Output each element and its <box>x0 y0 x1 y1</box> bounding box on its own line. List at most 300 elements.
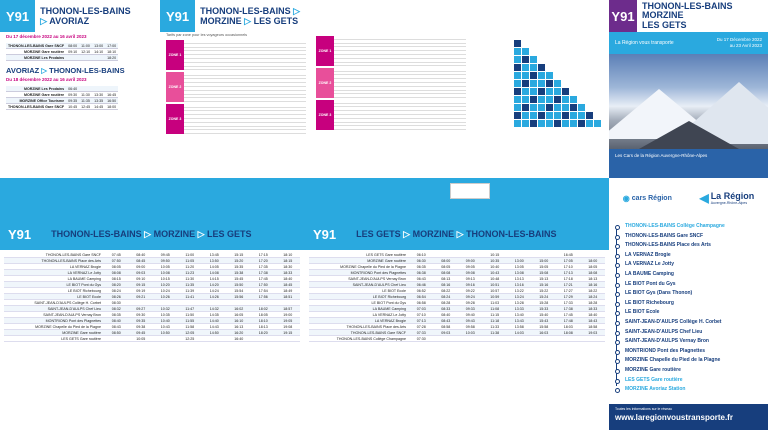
zone-label: ZONE 3 <box>316 100 334 130</box>
time-cell: 10:35 <box>153 312 178 318</box>
time-cell: 19:00 <box>276 312 301 318</box>
time-cell: 09:10 <box>129 276 154 282</box>
table-row <box>4 336 300 342</box>
time-cell: 12:45 <box>81 104 91 109</box>
time-cell: 08:00 <box>434 258 459 264</box>
time-cell: 09:00 <box>129 264 154 270</box>
zone-rows <box>334 36 466 66</box>
time-cell: 09:00 <box>458 258 483 264</box>
stop-name: LE BIOT Richebourg <box>309 294 409 300</box>
route-stop: LA VERNAZ Le Jotty <box>621 260 725 270</box>
matrix-cell <box>522 56 529 63</box>
time-cell: 14:10 <box>94 49 104 54</box>
time-cell: 15:35 <box>227 264 252 270</box>
matrix-cell <box>554 112 561 119</box>
zone-block <box>166 40 306 70</box>
time-cell: 09:58 <box>458 324 483 330</box>
time-cell: 17:18 <box>556 276 581 282</box>
time-cell <box>92 55 105 61</box>
time-cell: 10:57 <box>483 288 508 294</box>
time-cell: 11:00 <box>178 252 203 258</box>
inbound-table <box>309 252 605 342</box>
line-badge: Y91 <box>160 0 195 32</box>
time-cell: 08:43 <box>434 318 459 324</box>
arrow-icon: ▷ <box>293 6 301 16</box>
time-cell: 19:03 <box>581 330 606 336</box>
line-badge: Y91 <box>313 226 337 242</box>
time-cell: 08:50 <box>104 330 129 336</box>
zone-tariff-grid-2 <box>316 36 466 132</box>
time-cell: 14:40 <box>202 318 227 324</box>
matrix-cell <box>514 120 521 127</box>
time-cell: 13:28 <box>507 300 532 306</box>
time-cell: 08:30 <box>104 300 129 306</box>
table-row <box>309 336 605 342</box>
matrix-cell <box>562 112 569 119</box>
time-cell: 06:35 <box>409 264 434 270</box>
time-cell: 13:13 <box>507 276 532 282</box>
time-cell: 13:05 <box>507 264 532 270</box>
time-cell: 06:46 <box>409 282 434 288</box>
time-cell <box>434 336 459 342</box>
time-cell: 11:20 <box>178 264 203 270</box>
time-cell: 13:24 <box>507 294 532 300</box>
time-cell: 18:30 <box>276 264 301 270</box>
title-from: THONON-LES-BAINS <box>40 6 131 16</box>
time-cell: 18:02 <box>251 306 276 312</box>
time-cell: 14:45 <box>94 104 104 109</box>
inbound-header <box>305 218 609 250</box>
matrix-cell <box>530 80 537 87</box>
time-cell <box>581 336 606 342</box>
cover-panel <box>609 0 768 178</box>
matrix-cell <box>514 48 521 55</box>
time-cell: 09:45 <box>129 330 154 336</box>
time-cell: 06:40 <box>68 86 78 91</box>
time-cell: 16:05 <box>227 312 252 318</box>
tariff-row <box>334 94 466 98</box>
time-cell: 10:20 <box>153 282 178 288</box>
region-logo-icon: ◀ <box>699 191 709 205</box>
time-cell: 18:05 <box>251 312 276 318</box>
time-cell: 08:08 <box>104 270 129 276</box>
time-cell: 09:38 <box>129 324 154 330</box>
cover-header <box>609 0 768 32</box>
outbound-timetable <box>0 218 305 430</box>
time-cell: 18:58 <box>581 324 606 330</box>
time-cell <box>251 336 276 342</box>
time-cell: 11:38 <box>483 330 508 336</box>
time-cell: 17:45 <box>251 276 276 282</box>
time-cell: 10:45 <box>68 104 78 109</box>
time-cell <box>458 336 483 342</box>
time-cell: 08:28 <box>434 300 459 306</box>
time-cell: 18:20 <box>107 55 117 60</box>
matrix-cell <box>562 88 569 95</box>
time-cell: 14:05 <box>202 264 227 270</box>
time-cell: 08:08 <box>434 270 459 276</box>
time-cell: 18:33 <box>581 306 606 312</box>
time-cell: 17:00 <box>107 43 117 48</box>
time-cell: 17:20 <box>251 258 276 264</box>
time-cell: 18:40 <box>276 276 301 282</box>
time-cell: 18:08 <box>556 330 581 336</box>
time-cell: 16:50 <box>107 98 117 103</box>
matrix-cell <box>514 112 521 119</box>
time-cell: 15:00 <box>532 258 557 264</box>
time-cell: 11:23 <box>178 270 203 276</box>
time-cell: 15:50 <box>227 282 252 288</box>
time-cell: 08:22 <box>434 288 459 294</box>
matrix-cell <box>522 48 529 55</box>
time-cell: 10:15 <box>483 252 508 258</box>
matrix-cell <box>546 72 553 79</box>
outbound-table <box>4 252 300 342</box>
time-cell: 14:15 <box>202 276 227 282</box>
stop-name: MONTRIOND Pont des Plagnettes <box>309 270 409 276</box>
matrix-cell <box>514 72 521 79</box>
time-cell: 13:22 <box>507 288 532 294</box>
stop-name: MORZINE Office Tourisme <box>6 98 66 104</box>
time-cell: 07:28 <box>409 324 434 330</box>
route-stop-list <box>621 222 725 395</box>
schedule-table-2 <box>6 86 118 110</box>
schedule-table-1 <box>6 43 118 61</box>
time-cell: 09:45 <box>153 252 178 258</box>
time-cell: 16:40 <box>227 336 252 342</box>
stop-name: MORZINE Gare routière <box>6 92 66 98</box>
time-cell: 09:50 <box>153 258 178 264</box>
route-stop: LE BIOT Pont du Gys <box>621 280 725 290</box>
time-cell: 07:30 <box>409 336 434 342</box>
time-cell <box>483 336 508 342</box>
time-cell: 15:54 <box>227 288 252 294</box>
time-cell: 18:05 <box>581 264 606 270</box>
route-stop: LA VERNAZ Brogie <box>621 251 725 261</box>
time-cell: 16:20 <box>227 330 252 336</box>
cars-region-logo: ◉ cars Région <box>622 193 672 203</box>
line-badge: Y91 <box>609 0 637 32</box>
route-stop: SAINT-JEAN-D'AULPS Vernay Bron <box>621 337 725 347</box>
time-cell: 17:15 <box>251 252 276 258</box>
mountain-shape <box>639 121 739 149</box>
route-map <box>609 218 768 430</box>
stop-name: MORZINE Gare routière <box>309 258 409 264</box>
time-cell: 09:24 <box>458 294 483 300</box>
line-badge: Y91 <box>0 0 35 32</box>
time-cell: 10:40 <box>153 318 178 324</box>
time-cell: 09:43 <box>458 318 483 324</box>
zone-rows <box>184 72 306 102</box>
route-stop: LE BIOT Ecole <box>621 308 725 318</box>
time-cell: 18:28 <box>581 300 606 306</box>
route-stop: LES GETS Gare routière <box>621 376 725 386</box>
time-cell: 11:30 <box>178 276 203 282</box>
matrix-cell <box>530 72 537 79</box>
tariff-row <box>334 126 466 130</box>
arrow-icon: ▷ <box>456 228 464 239</box>
route-stop: MORZINE Chapelle du Pied de la Plagne <box>621 356 725 366</box>
time-cell: 11:47 <box>178 306 203 312</box>
time-cell: 13:43 <box>507 318 532 324</box>
time-cell: 09:35 <box>129 318 154 324</box>
time-cell: 15:05 <box>532 264 557 270</box>
matrix-cell <box>522 88 529 95</box>
info-badge <box>450 183 490 199</box>
stop-name: LA VERNAZ Le Jotty <box>4 270 104 276</box>
zone-label: ZONE 2 <box>166 72 184 102</box>
time-cell: 08:32 <box>104 306 129 312</box>
time-cell: 09:30 <box>68 92 78 97</box>
table-row <box>6 104 118 110</box>
time-cell: 15:24 <box>532 294 557 300</box>
time-cell: 17:38 <box>251 270 276 276</box>
time-cell: 11:39 <box>178 288 203 294</box>
time-cell: 14:24 <box>202 288 227 294</box>
time-cell: 15:45 <box>227 276 252 282</box>
matrix-cell <box>514 56 521 63</box>
time-cell: 08:24 <box>104 288 129 294</box>
time-cell <box>276 336 301 342</box>
time-cell: 15:56 <box>227 294 252 300</box>
time-cell: 11:03 <box>483 300 508 306</box>
matrix-cell <box>594 120 601 127</box>
time-cell: 10:05 <box>129 336 154 342</box>
zone-tariff-grid <box>166 40 306 134</box>
matrix-cell <box>546 80 553 87</box>
time-cell: 12:10 <box>81 49 91 54</box>
time-cell: 09:15 <box>129 282 154 288</box>
time-cell: 11:05 <box>178 258 203 264</box>
time-cell: 16:02 <box>227 306 252 312</box>
matrix-cell <box>530 56 537 63</box>
time-cell: 09:35 <box>68 98 78 103</box>
time-cell: 18:00 <box>107 104 117 109</box>
matrix-cell <box>562 120 569 127</box>
time-cell: 11:18 <box>483 318 508 324</box>
time-cell <box>66 55 79 61</box>
time-cell: 09:28 <box>458 300 483 306</box>
time-cell: 16:13 <box>227 324 252 330</box>
zone-rows <box>334 100 466 130</box>
time-cell <box>104 336 129 342</box>
route-stop: MORZINE Gare routière <box>621 366 725 376</box>
time-cell: 08:24 <box>434 294 459 300</box>
time-cell: 18:22 <box>581 288 606 294</box>
zone-label: ZONE 3 <box>166 104 184 134</box>
time-cell: 11:35 <box>178 282 203 288</box>
time-cell <box>202 336 227 342</box>
time-cell: 08:35 <box>104 312 129 318</box>
time-cell: 18:13 <box>581 276 606 282</box>
tariff-row <box>184 67 306 71</box>
time-cell: 18:13 <box>251 324 276 330</box>
time-cell: 11:00 <box>79 43 92 49</box>
time-cell: 06:43 <box>409 276 434 282</box>
matrix-cell <box>538 112 545 119</box>
inbound-timetable <box>305 218 609 430</box>
stop-name: LES GETS Gare routière <box>4 336 104 342</box>
time-cell: 17:13 <box>556 270 581 276</box>
time-cell <box>532 336 557 342</box>
route-stop: THONON-LES-BAINS Collège Champagne <box>621 222 725 232</box>
stop-name: LA BAUME Camping <box>4 276 104 282</box>
tariffs-title: THONON-LES-BAINS ▷ MORZINE ▷ LES GETS <box>200 6 301 26</box>
stop-name: SAINT-JEAN-D'AULPS Collège H. Corbet <box>4 300 104 306</box>
time-cell: 18:20 <box>251 330 276 336</box>
time-cell: 09:03 <box>434 330 459 336</box>
matrix-cell <box>538 120 545 127</box>
arrow-icon: ▷ <box>197 228 205 239</box>
logos-strip <box>609 178 768 218</box>
time-cell: 06:52 <box>409 288 434 294</box>
time-cell: 16:45 <box>107 92 117 97</box>
inbound-title: LES GETS ▷ MORZINE ▷ THONON-LES-BAINS <box>356 228 557 239</box>
time-cell: 08:58 <box>434 324 459 330</box>
matrix-cell <box>562 104 569 111</box>
matrix-cell <box>522 120 529 127</box>
time-cell: 15:58 <box>532 324 557 330</box>
time-cell: 08:16 <box>434 282 459 288</box>
time-cell: 18:49 <box>276 288 301 294</box>
arrow-icon: ▷ <box>41 66 48 75</box>
time-cell: 11:55 <box>178 318 203 324</box>
time-cell: 06:30 <box>409 258 434 264</box>
time-cell <box>507 336 532 342</box>
time-cell: 08:20 <box>104 282 129 288</box>
zone-matrix <box>474 36 606 176</box>
time-cell: 17:35 <box>251 264 276 270</box>
stop-name: THONON-LES-BAINS Gare SNCF <box>4 252 104 258</box>
time-cell: 15:43 <box>532 318 557 324</box>
time-cell: 07:10 <box>409 312 434 318</box>
time-cell: 10:43 <box>483 270 508 276</box>
stop-name: LA VERNAZ Brogie <box>4 264 104 270</box>
matrix-cell <box>522 64 529 71</box>
time-cell: 09:22 <box>458 288 483 294</box>
time-cell: 19:15 <box>276 330 301 336</box>
matrix-cell <box>522 72 529 79</box>
time-cell: 10:08 <box>153 270 178 276</box>
time-cell: 08:40 <box>104 318 129 324</box>
time-cell: 18:33 <box>276 270 301 276</box>
time-cell: 19:05 <box>276 318 301 324</box>
tariff-row <box>334 63 466 67</box>
info-band <box>0 178 609 218</box>
time-cell: 10:26 <box>153 294 178 300</box>
route-stop: THONON-LES-BAINS Place des Arts <box>621 241 725 251</box>
time-cell: 10:35 <box>483 258 508 264</box>
outbound-title: THONON-LES-BAINS ▷ MORZINE ▷ LES GETS <box>51 228 252 239</box>
matrix-cell <box>546 96 553 103</box>
stop-name: MORZINE Gare routière <box>6 49 66 55</box>
time-cell: 10:50 <box>153 330 178 336</box>
time-cell: 17:05 <box>556 258 581 264</box>
time-cell: 14:26 <box>202 294 227 300</box>
time-cell: 14:32 <box>202 306 227 312</box>
stop-name: LA BAUME Camping <box>309 306 409 312</box>
time-cell: 06:10 <box>409 252 434 258</box>
route-stop: SAINT-JEAN-D'AULPS Collège H. Corbet <box>621 318 725 328</box>
matrix-cell <box>522 96 529 103</box>
time-cell: 07:33 <box>409 330 434 336</box>
matrix-cell <box>514 96 521 103</box>
time-cell: 18:10 <box>251 318 276 324</box>
matrix-cell <box>554 120 561 127</box>
zone-block <box>166 72 306 102</box>
time-cell: 17:38 <box>556 306 581 312</box>
time-cell: 14:03 <box>507 330 532 336</box>
time-cell: 13:58 <box>507 324 532 330</box>
cover-subbar <box>609 32 768 54</box>
stop-name: THONON-LES-BAINS Gare SNCF <box>309 330 409 336</box>
time-cell: 17:27 <box>556 288 581 294</box>
time-cell: 18:24 <box>581 294 606 300</box>
time-cell: 15:13 <box>532 276 557 282</box>
outbound-header <box>0 218 305 250</box>
time-cell: 08:00 <box>68 43 78 48</box>
tagline: La Région vous transporte <box>615 40 674 46</box>
matrix-cell <box>554 104 561 111</box>
matrix-cell <box>570 112 577 119</box>
time-cell: 09:03 <box>129 270 154 276</box>
matrix-cell <box>530 96 537 103</box>
route-stop: LE BIOT Gys (Dans Thonon) <box>621 289 725 299</box>
time-cell: 18:43 <box>581 318 606 324</box>
cover-footer: Les Cars de la Région Auvergne-Rhône-Alpes <box>609 149 768 178</box>
stop-name: MORZINE Gare routière <box>4 330 104 336</box>
website-link[interactable]: www.laregionvoustransporte.fr <box>615 413 733 422</box>
time-cell: 14:20 <box>202 282 227 288</box>
time-cell: 18:16 <box>581 282 606 288</box>
stop-name: THONON-LES-BAINS Place des Arts <box>4 258 104 264</box>
time-cell: 09:05 <box>458 264 483 270</box>
time-cell: 06:58 <box>409 300 434 306</box>
time-cell: 11:41 <box>178 294 203 300</box>
avoriaz-panel <box>0 0 160 178</box>
time-cell: 14:50 <box>202 330 227 336</box>
time-cell: 13:45 <box>202 252 227 258</box>
arrow-icon: ▷ <box>244 16 252 26</box>
arrow-icon: ▷ <box>40 16 48 26</box>
zone-block <box>316 36 466 66</box>
title-to: AVORIAZ <box>49 16 90 26</box>
outbound-notes <box>4 404 300 428</box>
time-cell: 17:33 <box>556 300 581 306</box>
time-cell: 13:50 <box>202 258 227 264</box>
matrix-cell <box>538 72 545 79</box>
stop-name: SAINT-JEAN-D'AULPS Vernay Bron <box>4 312 104 318</box>
time-cell: 17:10 <box>556 264 581 270</box>
time-cell: 07:50 <box>104 258 129 264</box>
stop-name: LA VERNAZ Le Jotty <box>309 312 409 318</box>
matrix-cell <box>538 80 545 87</box>
region-logo: ◀ La Région Auvergne-Rhône-Alpes <box>699 191 755 205</box>
time-cell: 06:38 <box>409 270 434 276</box>
time-cell: 13:08 <box>507 270 532 276</box>
route-stop: LE BIOT Richebourg <box>621 299 725 309</box>
zone-rows <box>184 40 306 70</box>
time-cell: 08:40 <box>129 252 154 258</box>
time-cell: 18:10 <box>107 49 117 54</box>
matrix-cell <box>538 64 545 71</box>
stop-name: THONON-LES-BAINS Gare SNCF <box>8 43 65 48</box>
time-cell: 10:03 <box>458 330 483 336</box>
stop-name: LE BIOT Pont du Gys <box>4 282 104 288</box>
matrix-cell <box>514 80 521 87</box>
stop-name: LE BIOT Ecole <box>4 294 104 300</box>
matrix-cell <box>530 104 537 111</box>
